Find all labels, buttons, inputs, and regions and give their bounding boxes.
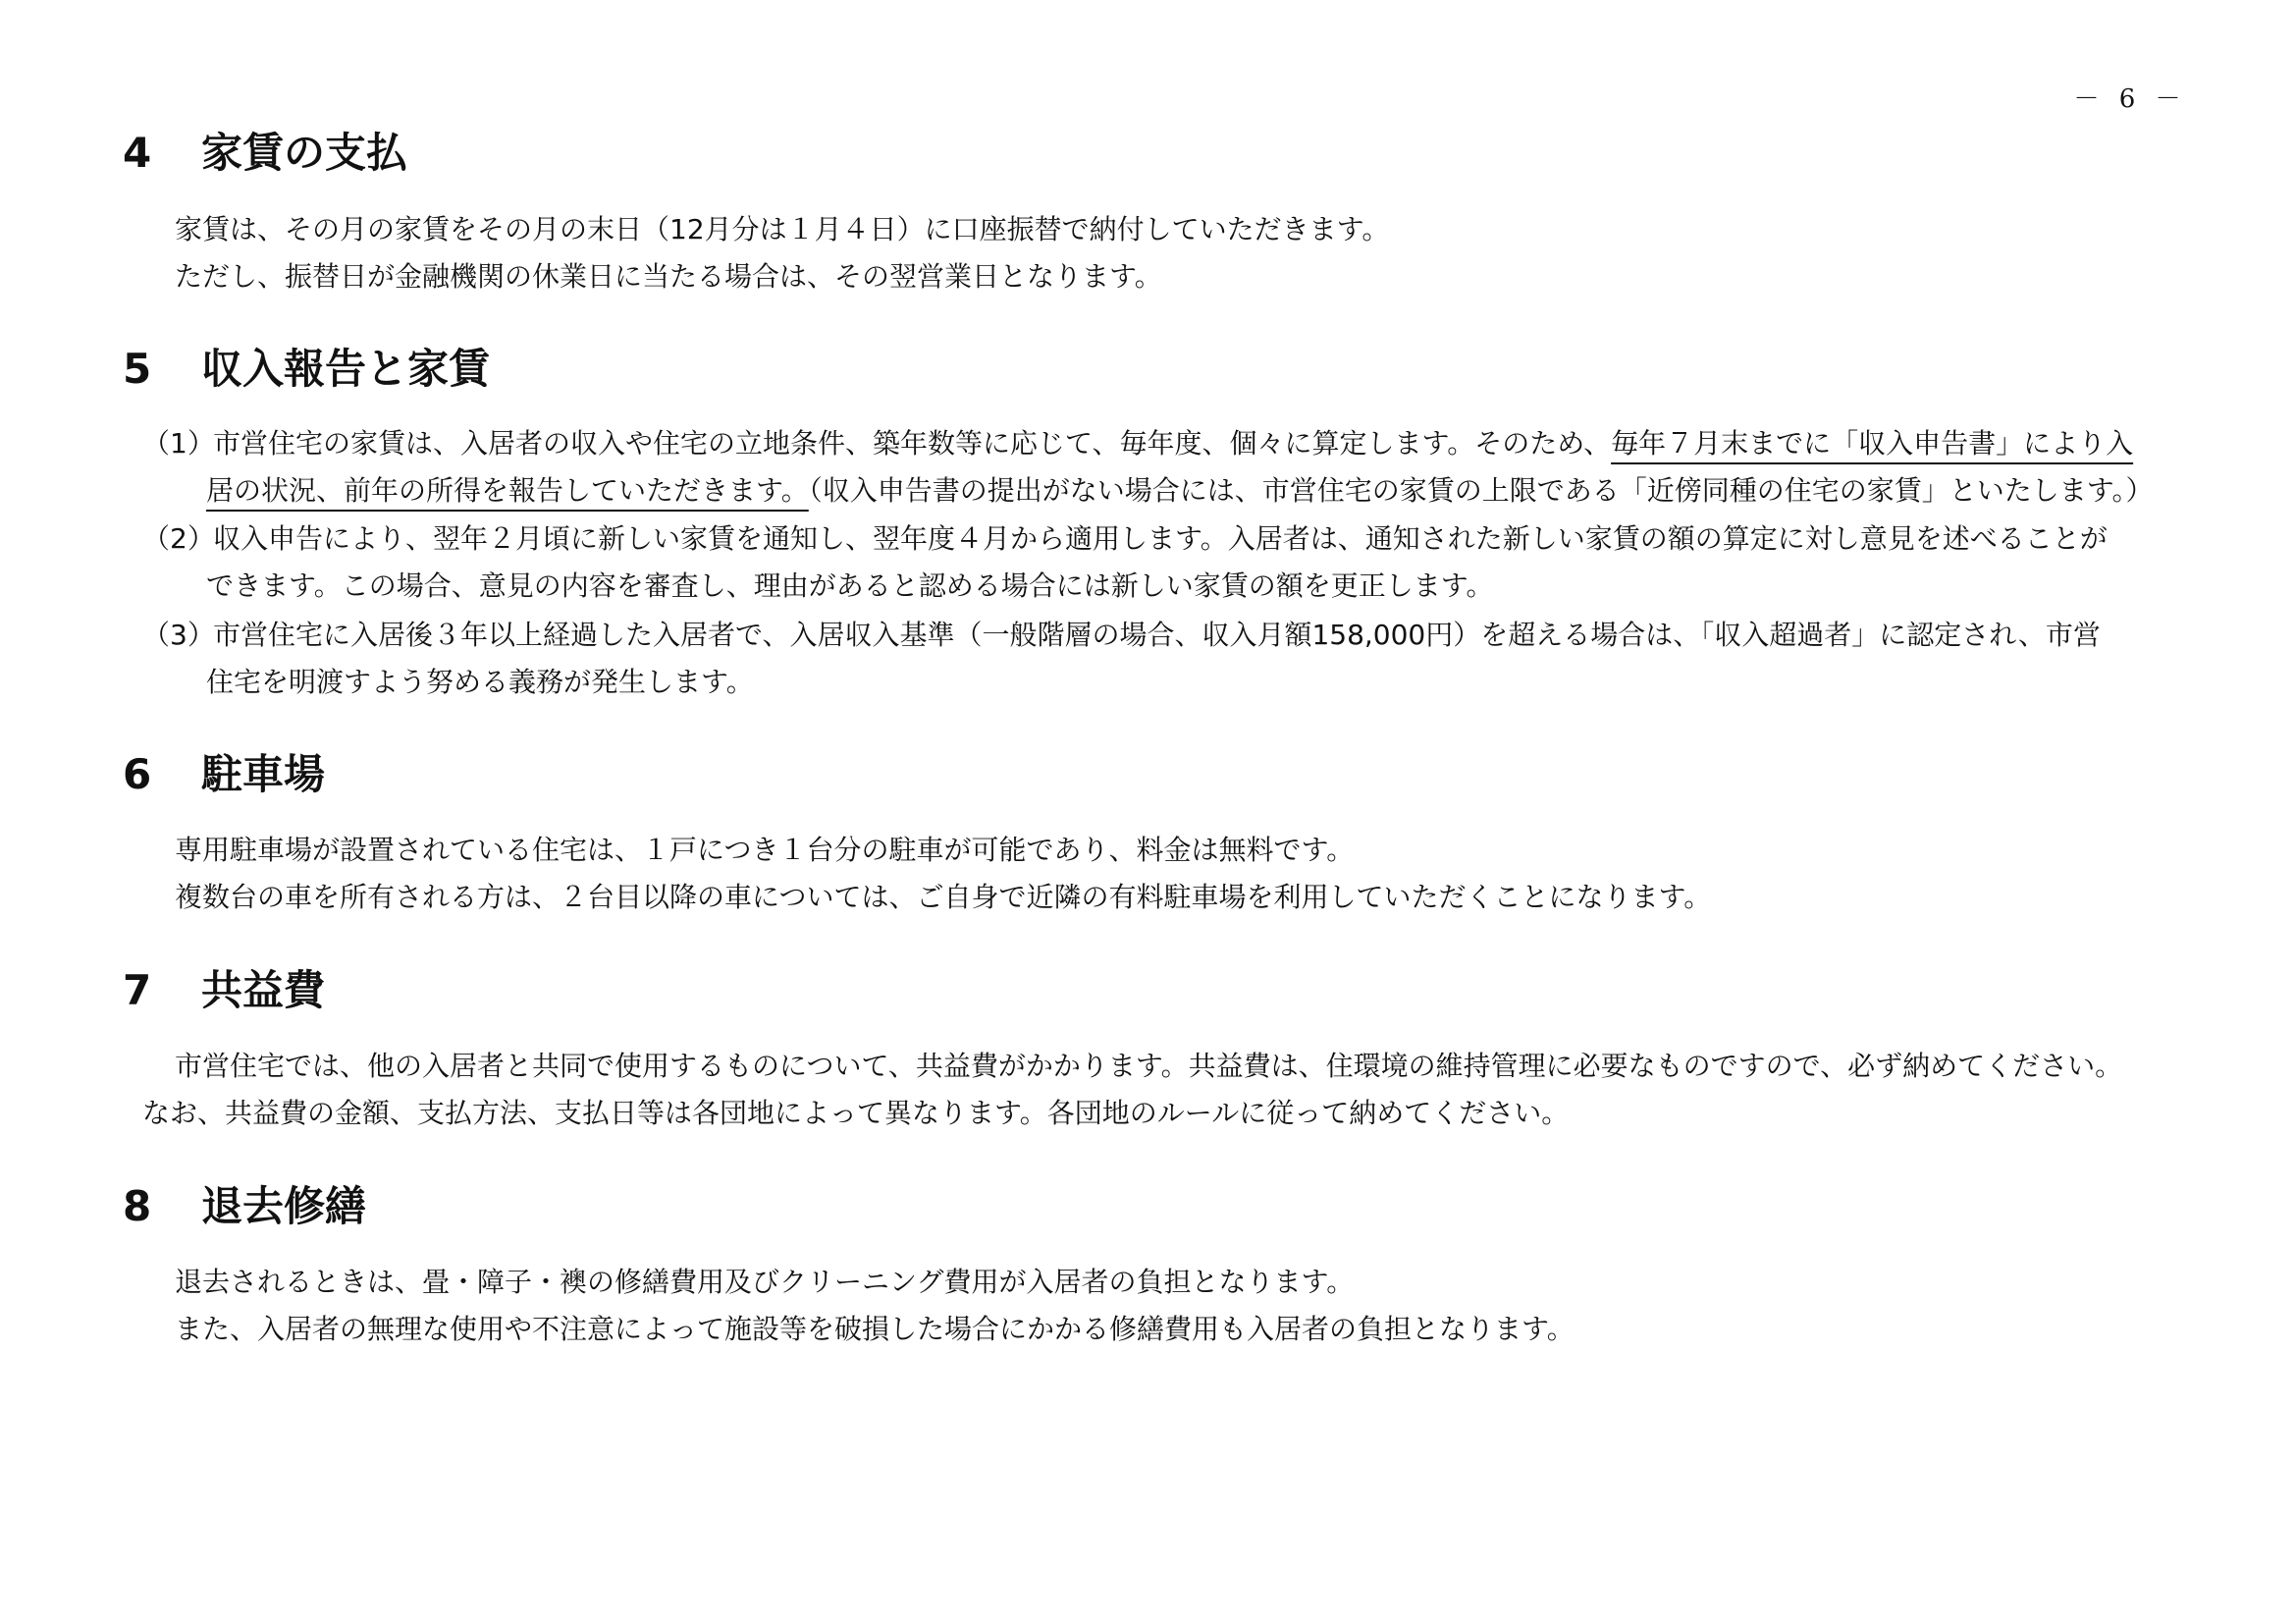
section-number: 5 bbox=[123, 345, 152, 393]
section-title: 共益費 bbox=[201, 966, 326, 1014]
paragraph-line: ただし、振替日が金融機関の休業日に当たる場合は、その翌営業日となります。 bbox=[175, 260, 1162, 293]
list-item-2-line-1 bbox=[142, 522, 2108, 555]
underlined-text: 毎年７月末までに「収入申告書」により入 bbox=[1611, 427, 2134, 460]
paragraph-line: 専用駐車場が設置されている住宅は、１戸につき１台分の駐車が可能であり、料金は無料です。 bbox=[175, 834, 1355, 866]
list-item-label: （2） bbox=[142, 522, 215, 555]
paragraph-line: 家賃は、その月の家賃をその月の末日（12月分は１月４日）に口座振替で納付していただきます。 bbox=[175, 213, 1390, 245]
section-title: 収入報告と家賃 bbox=[201, 345, 491, 393]
section-5-heading bbox=[123, 345, 491, 393]
list-item-label: （1） bbox=[142, 427, 215, 460]
section-number: 7 bbox=[123, 966, 152, 1014]
list-item-text: 収入申告により、翌年２月頃に新しい家賃を通知し、翌年度４月から適用します。入居者は、通知された新しい家賃の額の算定に対し意見を述べることが bbox=[213, 522, 2108, 555]
list-item-1-line-2 bbox=[206, 474, 2154, 507]
paragraph-line: なお、共益費の金額、支払方法、支払日等は各団地によって異なります。各団地のルールに従って納めてください。 bbox=[142, 1097, 1570, 1129]
list-item-text: 市営住宅に入居後３年以上経過した入居者で、入居収入基準（一般階層の場合、収入月額158,000円）を超える場合は、「収入超過者」に認定され、市営 bbox=[213, 619, 2101, 651]
list-item-3-line-2: 住宅を明渡すよう努める義務が発生します。 bbox=[206, 666, 754, 698]
list-item-text: 市営住宅の家賃は、入居者の収入や住宅の立地条件、築年数等に応じて、毎年度、個々に算定します。そのため、 bbox=[213, 427, 1612, 460]
section-number: 6 bbox=[123, 750, 152, 798]
section-title: 家賃の支払 bbox=[201, 129, 408, 177]
list-item-label: （3） bbox=[142, 619, 215, 651]
section-8-heading bbox=[123, 1182, 367, 1230]
section-7-heading bbox=[123, 966, 326, 1014]
underlined-text: 居の状況、前年の所得を報告していただきます。 bbox=[206, 474, 809, 507]
section-number: 4 bbox=[123, 129, 152, 177]
list-item-1-line-1 bbox=[142, 427, 2134, 460]
section-number: 8 bbox=[123, 1182, 152, 1230]
section-4-heading bbox=[123, 129, 408, 177]
page-number: － 6 － bbox=[2073, 84, 2187, 114]
paragraph-line: 退去されるときは、畳・障子・襖の修繕費用及びクリーニング費用が入居者の負担となります。 bbox=[175, 1266, 1355, 1298]
section-title: 退去修繕 bbox=[201, 1182, 367, 1230]
paragraph-line: 市営住宅では、他の入居者と共同で使用するものについて、共益費がかかります。共益費は、住環境の維持管理に必要なものですので、必ず納めてください。 bbox=[175, 1050, 2123, 1082]
section-title: 駐車場 bbox=[201, 750, 326, 798]
section-6-heading bbox=[123, 750, 326, 798]
paragraph-line: また、入居者の無理な使用や不注意によって施設等を破損した場合にかかる修繕費用も入居者の負担となります。 bbox=[175, 1313, 1575, 1345]
list-item-text: （収入申告書の提出がない場合には、市営住宅の家賃の上限である「近傍同種の住宅の家賃」といたします。） bbox=[808, 474, 2154, 507]
paragraph-line: 複数台の車を所有される方は、２台目以降の車については、ご自身で近隣の有料駐車場を利用していただくことになります。 bbox=[175, 881, 1712, 913]
list-item-3-line-1 bbox=[142, 619, 2101, 651]
list-item-2-line-2: できます。この場合、意見の内容を審査し、理由があると認める場合には新しい家賃の額を更正します。 bbox=[206, 569, 1494, 602]
